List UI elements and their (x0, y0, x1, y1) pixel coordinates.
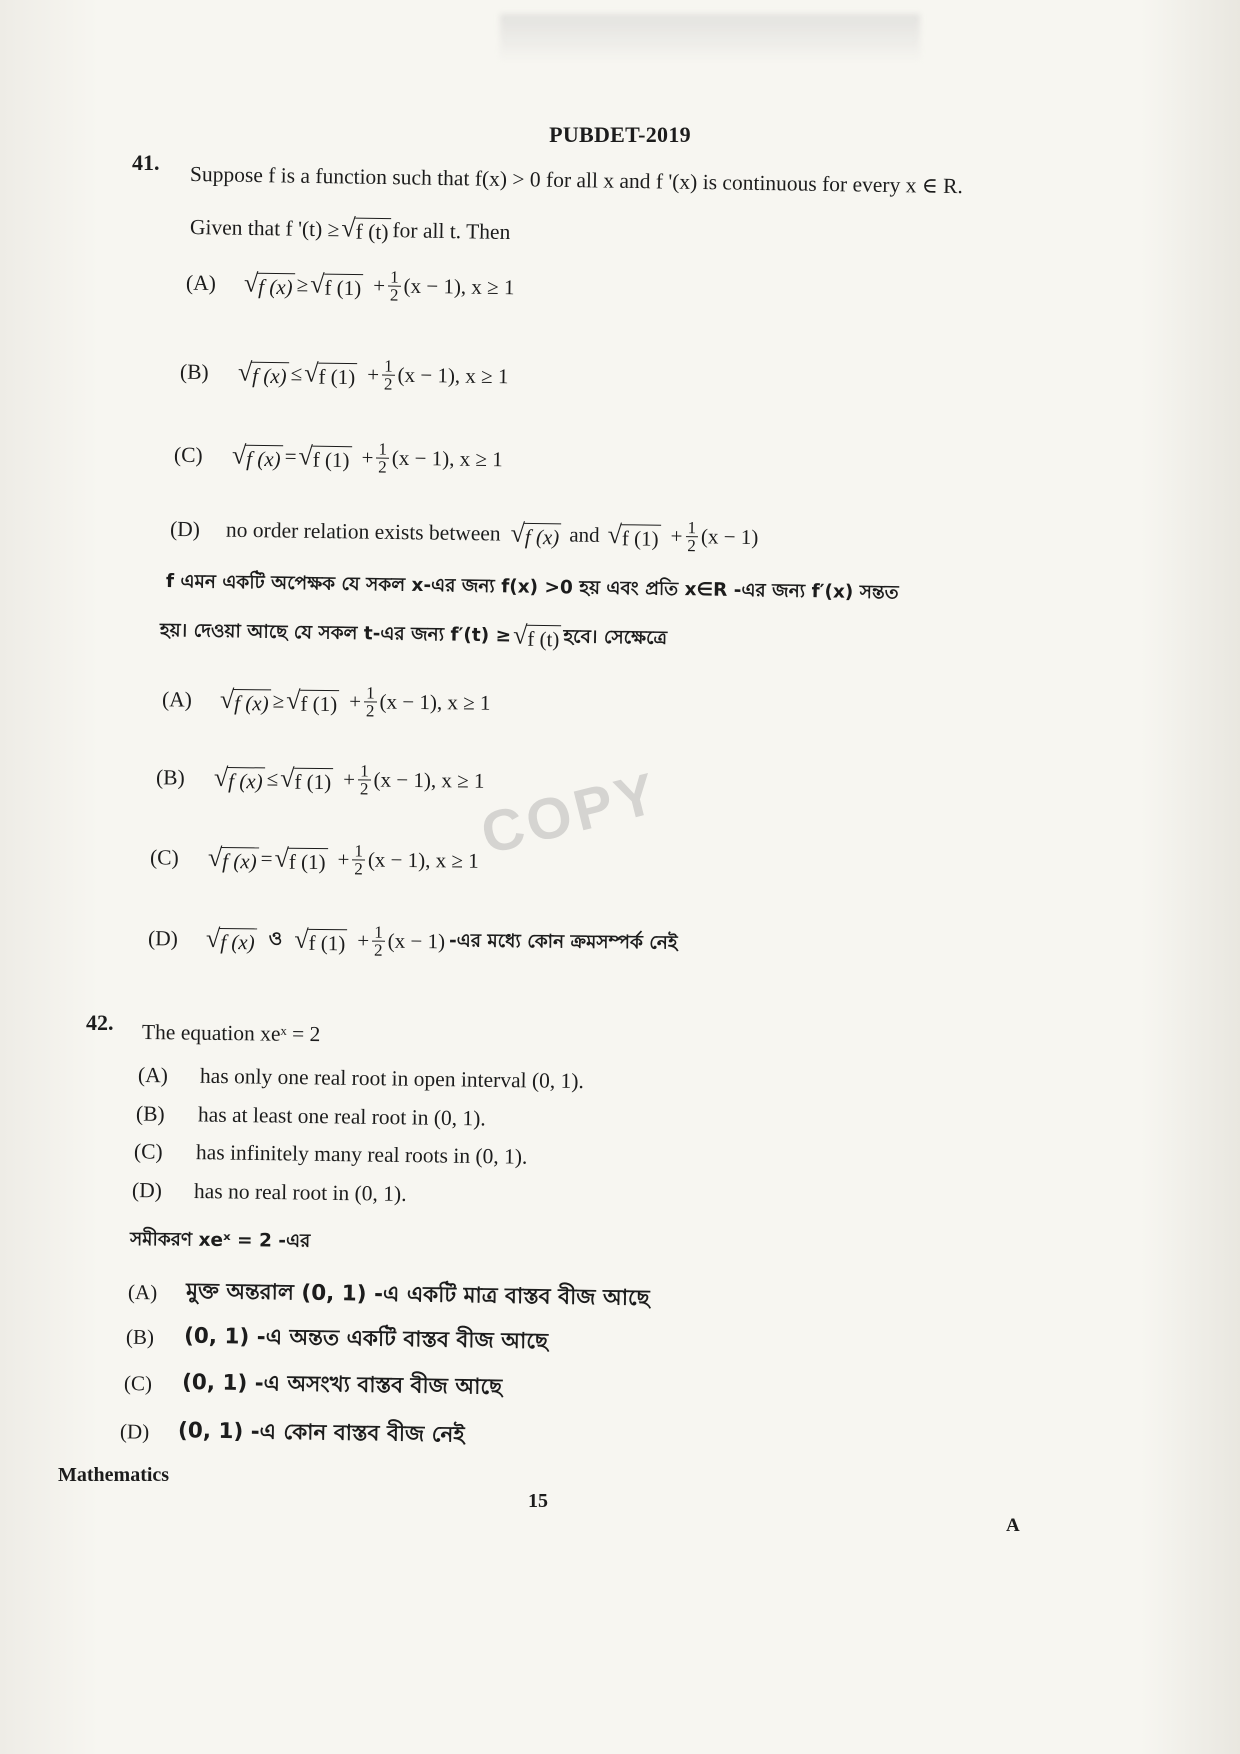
option-text: has infinitely many real roots in (0, 1). (195, 1140, 528, 1169)
q41-bn-option-c[interactable]: (C) √ f (x) = √ f (1) + $\frac{1}{2}$ (x − 1), x ≥ 1 (149, 841, 479, 879)
q41-bn-stem-line1: f এমন একটি অপেক্ষক যে সকল x-এর জন্য f(x) >0 হয় এবং প্রতি x∈R -এর জন্য f′(x) সন্তত (165, 571, 899, 604)
q42-bn-option-c[interactable] (124, 1365, 503, 1407)
relation: ≥ (272, 688, 285, 713)
question-number-41: 41. (132, 150, 160, 175)
option-label: (B) (179, 359, 209, 385)
scan-smudge (500, 14, 920, 60)
q42-bn-option-a[interactable] (128, 1274, 650, 1318)
option-label: (D) (169, 516, 201, 542)
q41-stem-line2-start: Given that f '(t) ≥ (189, 215, 340, 242)
option-tail: (x − 1) (700, 524, 759, 550)
option-label: (D) (131, 1178, 163, 1203)
option-label: (B) (135, 1101, 165, 1126)
conjunction: ও (268, 928, 283, 950)
sqrt-symbol: √ f (1) (310, 270, 363, 301)
q42-stem: The equation xeˣ = 2 (141, 1020, 321, 1047)
fraction: $\frac{1}{2}$ (365, 683, 375, 721)
option-text: (0, 1) -এ অসংখ্য বাস্তব বীজ আছে (181, 1369, 503, 1400)
q41-en-option-c[interactable]: (C) √ f (x) = √ f (1) + $\frac{1}{2}$ (x − 1), x ≥ 1 (173, 439, 503, 477)
q41-en-option-a[interactable]: (A) √ f (x) ≥ √ f (1) + $\frac{1}{2}$ (x − 1), x ≥ 1 (185, 267, 515, 305)
option-text: (0, 1) -এ কোন বাস্তব বীজ নেই (177, 1418, 465, 1448)
q41-bn-option-b[interactable]: (B) √ f (x) ≤ √ f (1) + $\frac{1}{2}$ (x − 1), x ≥ 1 (155, 761, 485, 799)
sqrt-symbol: √ f (x) (214, 763, 265, 794)
relation: = (284, 444, 297, 469)
relation: ≤ (266, 766, 279, 791)
q41-stem-line2 (190, 212, 511, 247)
q42-bn-option-b[interactable] (126, 1319, 548, 1362)
sqrt-symbol: √ f (x) (208, 843, 259, 874)
option-text: মুক্ত অন্তরাল (0, 1) -এ একটি মাত্র বাস্তব বীজ আছে (185, 1278, 650, 1312)
paper-title: PUBDET-2019 (549, 122, 691, 147)
option-text: -এর মধ্যে কোন ক্রমসম্পর্ক নেই (448, 930, 678, 954)
fraction: $\frac{1}{2}$ (354, 841, 364, 879)
option-tail: (x − 1), x ≥ 1 (397, 362, 509, 389)
sqrt-symbol: √ f (1) (286, 686, 339, 717)
q41-bn-stem-line2 (160, 616, 668, 654)
option-label: (A) (185, 270, 217, 296)
sqrt-symbol: √ f (1) (294, 925, 347, 956)
sqrt-symbol: √ f (x) (244, 269, 295, 300)
option-text: (0, 1) -এ অন্তত একটি বাস্তব বীজ আছে (183, 1323, 549, 1355)
q42-en-option-b[interactable] (136, 1102, 486, 1132)
fraction: $\frac{1}{2}$ (389, 267, 399, 305)
fraction: $\frac{1}{2}$ (383, 356, 393, 394)
option-label: (D) (119, 1418, 150, 1444)
option-tail: (x − 1), x ≥ 1 (379, 689, 491, 715)
sqrt-symbol: √ f (t) (513, 622, 562, 653)
relation: ≥ (296, 272, 309, 297)
sqrt-symbol: √ f (1) (280, 764, 333, 795)
sqrt-arg: f (t) (354, 218, 390, 246)
q41-stem-line2-end: for all t. Then (392, 218, 511, 245)
sqrt-symbol: √ f (x) (206, 924, 257, 955)
option-text: has no real root in (0, 1). (193, 1178, 407, 1206)
conjunction: and (569, 522, 600, 547)
q41-en-option-d[interactable]: (D) no order relation exists between √ f (x) and √ f (1) + $\frac{1}{2}$ (x − 1) (169, 516, 759, 556)
option-label: (B) (125, 1324, 155, 1349)
bn-stem-end: হবে। সেক্ষেত্রে (563, 626, 668, 649)
fraction: $\frac{1}{2}$ (378, 439, 388, 477)
option-label: (C) (149, 845, 179, 870)
sqrt-symbol: √ f (1) (304, 359, 357, 390)
option-text: has at least one real root in (0, 1). (197, 1102, 486, 1131)
relation: = (260, 846, 273, 871)
option-tail: (x − 1), x ≥ 1 (391, 445, 503, 472)
sqrt-symbol: √ f (1) (607, 521, 660, 552)
q42-en-option-d[interactable] (132, 1178, 407, 1207)
question-number-42: 42. (86, 1010, 114, 1035)
option-label: (A) (127, 1279, 158, 1304)
option-tail: (x − 1), x ≥ 1 (403, 273, 515, 300)
relation: ≤ (290, 361, 303, 386)
option-label: (D) (147, 926, 179, 951)
sqrt-symbol: √ f (x) (232, 441, 283, 472)
option-text: no order relation exists between (225, 517, 501, 546)
sqrt-symbol: √ f (x) (220, 685, 271, 716)
q42-en-option-a[interactable] (138, 1063, 584, 1094)
q41-bn-option-a[interactable]: (A) √ f (x) ≥ √ f (1) + $\frac{1}{2}$ (x − 1), x ≥ 1 (161, 683, 491, 721)
option-label: (C) (123, 1370, 153, 1395)
fraction: $\frac{1}{2}$ (687, 518, 697, 556)
option-tail: (x − 1), x ≥ 1 (367, 847, 479, 873)
bn-stem-start: হয়। দেওয়া আছে যে সকল t-এর জন্য f′(t) ≥ (159, 620, 512, 647)
option-label: (C) (173, 442, 203, 468)
option-label: (A) (161, 687, 192, 712)
option-text: has only one real root in open interval (0, 1). (199, 1063, 585, 1094)
sqrt-symbol: √ f (1) (274, 844, 327, 875)
fraction: $\frac{1}{2}$ (373, 922, 383, 960)
q42-bn-stem: সমীকরণ xeˣ = 2 -এর (129, 1229, 311, 1252)
page-number: 15 (528, 1490, 548, 1512)
q41-bn-option-d[interactable]: (D) √ f (x) ও √ f (1) + $\frac{1}{2}$ (x − 1) -এর মধ্যে কোন ক্রমসম্পর্ক নেই (147, 922, 678, 960)
sqrt-symbol: √ f (t) (341, 214, 391, 245)
fraction: $\frac{1}{2}$ (359, 761, 369, 799)
q42-bn-option-d[interactable] (120, 1413, 465, 1454)
sqrt-symbol: √ f (x) (238, 358, 289, 389)
subject-footer: Mathematics (58, 1464, 170, 1486)
option-label: (B) (155, 765, 185, 790)
option-tail: (x − 1) (387, 928, 446, 954)
option-label: (A) (137, 1062, 169, 1088)
watermark-stamp: COPY (474, 760, 666, 867)
sqrt-symbol: √ f (1) (298, 442, 351, 473)
option-label: (C) (133, 1139, 163, 1164)
q42-en-option-c[interactable] (134, 1139, 528, 1169)
q41-en-option-b[interactable]: (B) √ f (x) ≤ √ f (1) + $\frac{1}{2}$ (x − 1), x ≥ 1 (179, 356, 509, 394)
q41-stem-line1: Suppose f is a function such that f(x) > 0 for all x and f '(x) is continuous for every x ∈ R. (189, 162, 964, 199)
sqrt-symbol: √ f (x) (510, 519, 561, 550)
option-tail: (x − 1), x ≥ 1 (373, 767, 485, 793)
question-set: A (1006, 1515, 1020, 1536)
